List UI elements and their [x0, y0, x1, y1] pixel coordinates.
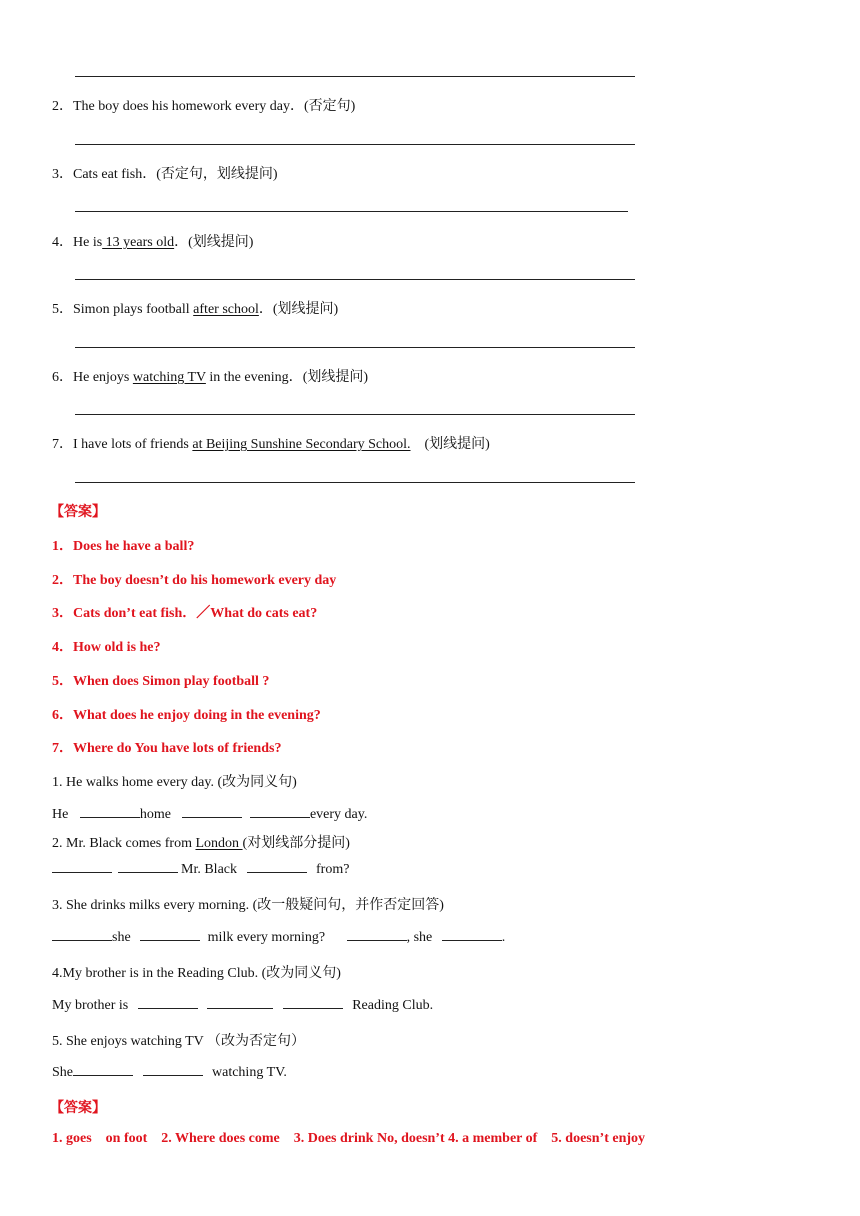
question-6: [52, 366, 368, 386]
question-text: He is: [73, 235, 103, 250]
blank[interactable]: [80, 805, 140, 818]
question-2: [52, 95, 355, 115]
answer-item: 2．The boy doesn’t do his homework every day: [52, 573, 337, 588]
answer-heading: 【答案】: [50, 505, 106, 520]
question-text: He enjoys: [73, 370, 133, 385]
exercise-4-fill: My brother is Reading Club.: [52, 998, 434, 1013]
blank[interactable]: [247, 860, 307, 873]
blank[interactable]: [52, 928, 112, 941]
question-text: I have lots of friends: [73, 437, 193, 452]
blank[interactable]: [347, 928, 407, 941]
blank[interactable]: [138, 996, 198, 1009]
blank[interactable]: [118, 860, 178, 873]
exercise-4-title: 4.My brother is in the Reading Club. (改为同义句): [52, 966, 341, 981]
blank[interactable]: [52, 860, 112, 873]
exercise-2-title: 2. Mr. Black comes from London (对划线部分提问): [52, 836, 350, 851]
question-note: (划线提问): [302, 370, 369, 385]
blank[interactable]: [140, 928, 200, 941]
answer-item: 1．Does he have a ball?: [52, 539, 195, 554]
question-text-end: in the evening．: [205, 370, 303, 385]
question-text-end: ．: [258, 302, 273, 317]
answer-line[interactable]: [75, 76, 635, 77]
question-number: 5．: [52, 302, 73, 317]
answer-line[interactable]: [75, 279, 635, 280]
blank[interactable]: [143, 1063, 203, 1076]
question-text: Simon plays football: [73, 302, 194, 317]
question-note: (划线提问): [272, 302, 339, 317]
underlined-part: after school: [193, 302, 259, 317]
answer-line[interactable]: [75, 414, 635, 415]
underlined-part: watching TV: [132, 370, 206, 385]
answer-item: 5．When does Simon play football ?: [52, 674, 270, 689]
answer-heading: 【答案】: [50, 1101, 106, 1116]
exercise-5-fill: She watching TV.: [52, 1065, 287, 1080]
question-note: (划线提问): [188, 235, 254, 250]
underlined-part: at Beijing Sunshine Secondary School.: [192, 437, 411, 452]
blank[interactable]: [182, 805, 242, 818]
blank[interactable]: [207, 996, 273, 1009]
question-text-end: ．: [174, 235, 189, 250]
underlined-part: London: [195, 836, 243, 851]
question-4: [52, 231, 253, 251]
answer-item: 3．Cats don’t eat fish．／What do cats eat?: [52, 606, 318, 621]
answer-line[interactable]: [75, 347, 635, 348]
question-text: Cats eat fish．: [73, 167, 157, 182]
question-note: (划线提问): [424, 437, 490, 452]
answer-line[interactable]: [75, 144, 635, 145]
exercise-3-title: 3. She drinks milks every morning. (改一般疑问句，并作否定回答): [52, 898, 444, 913]
question-text: The boy does his homework every day．: [73, 99, 304, 114]
blank[interactable]: [283, 996, 343, 1009]
question-note: (否定句，划线提问): [156, 167, 278, 182]
answer-item: 6．What does he enjoy doing in the evening?: [52, 708, 321, 723]
answer-item: 4．How old is he?: [52, 640, 161, 655]
question-number: 3．: [52, 167, 73, 182]
exercise-2-fill: Mr. Black from?: [52, 860, 349, 878]
answer-item: 7．Where do You have lots of friends?: [52, 741, 282, 756]
blank[interactable]: [73, 1063, 133, 1076]
exercise-1-fill: He home every day.: [52, 807, 368, 822]
underlined-part: 13 years old: [102, 235, 175, 250]
exercise-1-title: 1. He walks home every day. (改为同义句): [52, 775, 297, 790]
exercise-3-fill: she milk every morning? , she .: [52, 928, 505, 946]
exercise-5-title: 5. She enjoys watching TV （改为否定句）: [52, 1034, 306, 1049]
question-number: 6．: [52, 370, 73, 385]
question-5: [52, 298, 338, 318]
question-number: 7．: [52, 437, 73, 452]
blank[interactable]: [442, 928, 502, 941]
answer-line[interactable]: [75, 482, 635, 483]
question-3: [52, 163, 278, 183]
question-number: 2．: [52, 99, 73, 114]
question-note: (否定句): [303, 99, 356, 114]
question-number: 4．: [52, 235, 73, 250]
question-7: [52, 433, 490, 453]
blank[interactable]: [250, 805, 310, 818]
answer-line[interactable]: [75, 211, 628, 212]
answer-line-2: 1. goes on foot 2. Where does come 3. Does drink No, doesn’t 4. a member of 5. doesn’t enjoy: [52, 1131, 646, 1146]
